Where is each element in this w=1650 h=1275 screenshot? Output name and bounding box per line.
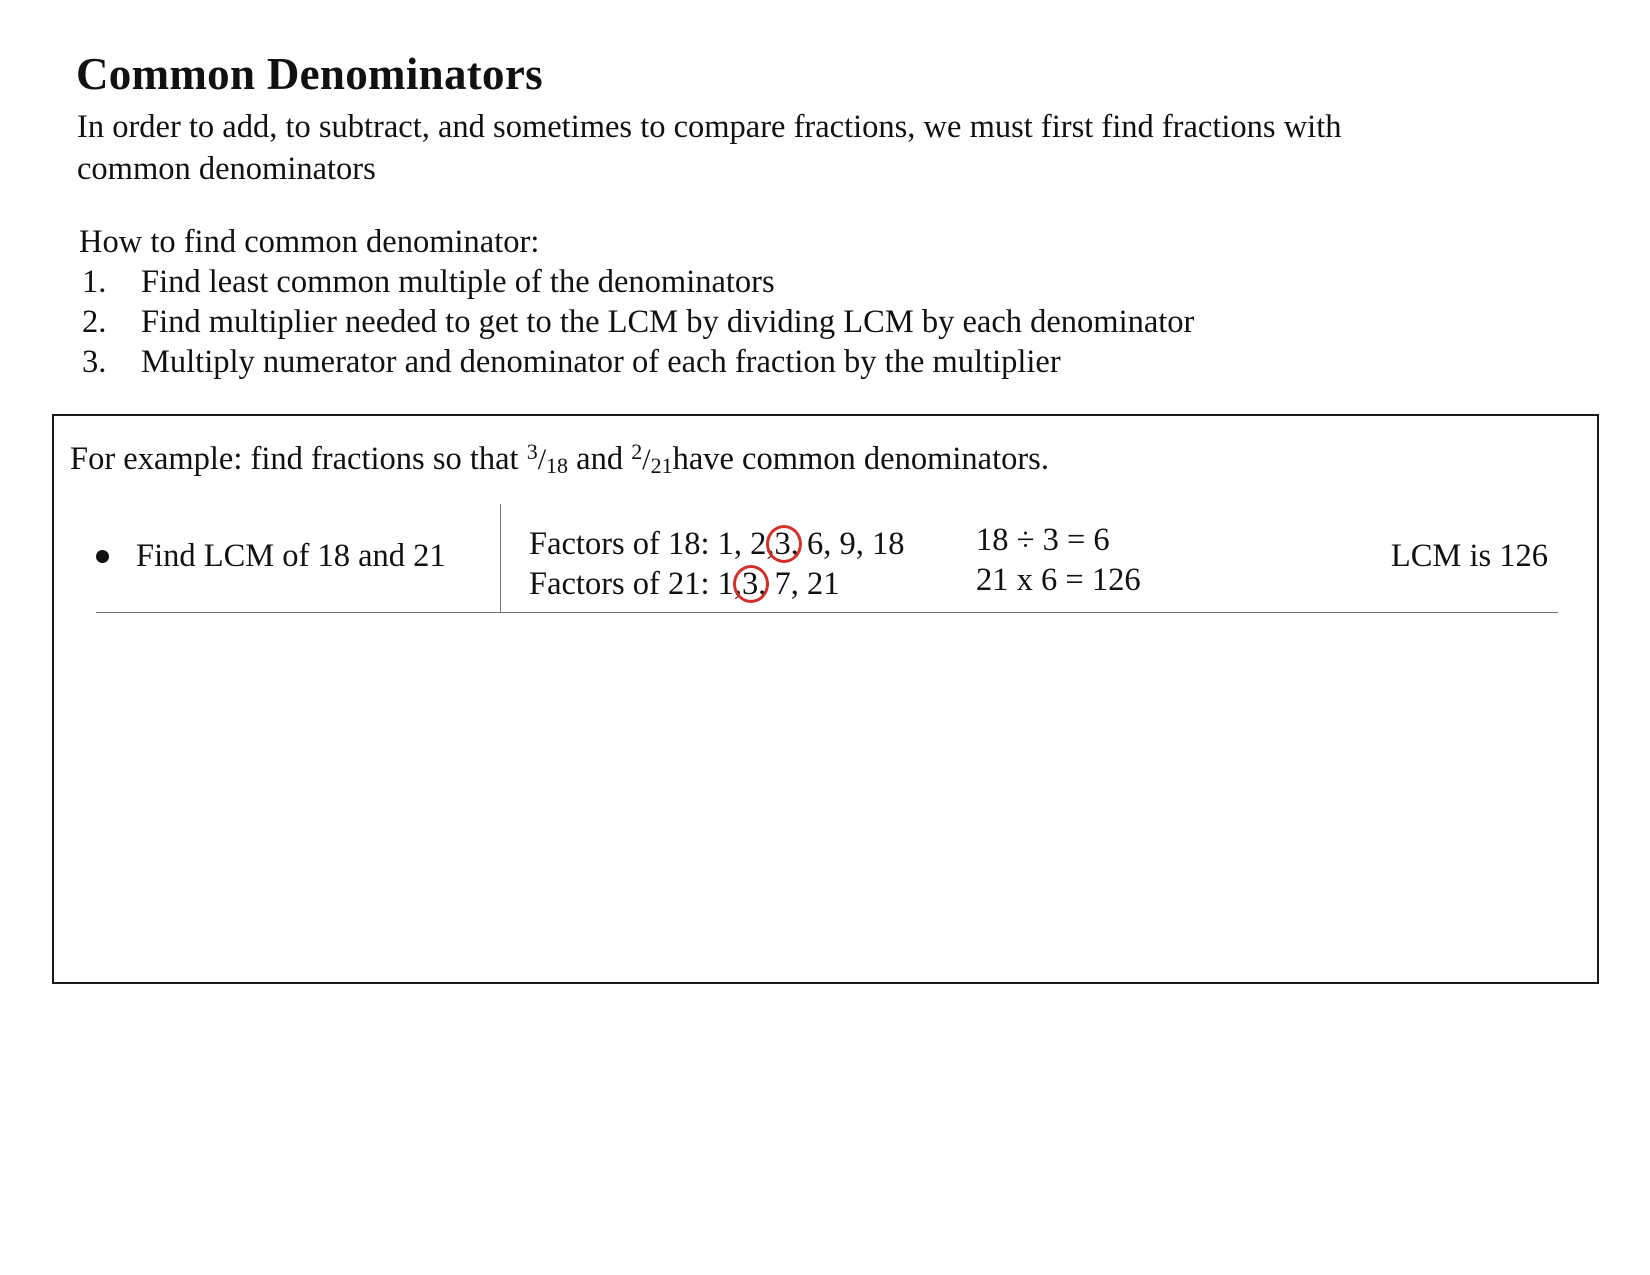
step-number: 2. (82, 304, 107, 340)
step-number: 3. (82, 344, 107, 380)
example-statement (70, 432, 1049, 486)
example-suffix: have common denominators. (672, 441, 1049, 477)
list-item (79, 342, 1194, 382)
factors-21-line (529, 564, 905, 604)
red-circle-icon (766, 525, 802, 563)
page-title: Common Denominators (76, 49, 543, 99)
circled-factor (775, 524, 799, 564)
lcm-row (96, 504, 1558, 613)
factors-18-line (529, 524, 905, 564)
fraction-3-18 (527, 432, 568, 486)
example-box (52, 414, 1599, 984)
lcm-result: LCM is 126 (1390, 538, 1548, 574)
circled-value: 3, (774, 526, 799, 562)
fraction-slash: / (537, 443, 547, 476)
step-text: Find least common multiple of the denominators (141, 264, 775, 300)
fraction-numerator: 2 (631, 439, 643, 464)
bullet-text: Find LCM of 18 and 21 (136, 538, 446, 574)
fraction-slash: / (642, 443, 651, 476)
factors-21-prefix: Factors of 21: 1, (529, 566, 743, 602)
fraction-numerator: 3 (526, 439, 538, 464)
step-text: Find multiplier needed to get to the LCM by dividing LCM by each denominator (141, 304, 1195, 340)
example-prefix: For example: find fractions so that (70, 441, 519, 477)
step-text: Multiply numerator and denominator of each fraction by the multiplier (141, 344, 1061, 380)
step-number: 1. (82, 264, 107, 300)
lcm-row-label-cell (96, 504, 501, 612)
bullet-item (96, 536, 446, 576)
example-conjunction: and (576, 441, 624, 477)
fraction-2-21 (631, 432, 672, 486)
steps-list (79, 262, 1194, 382)
red-circle-icon (733, 565, 769, 603)
howto-heading: How to find common denominator: (79, 224, 540, 260)
calculation-multiplication: 21 x 6 = 126 (976, 562, 1141, 598)
bullet-icon (96, 550, 109, 563)
factors-21-suffix: 7, 21 (774, 566, 840, 602)
fraction-denominator: 21 (650, 453, 673, 478)
factors-block (529, 524, 905, 604)
fraction-denominator: 18 (546, 453, 569, 478)
list-item (79, 302, 1194, 342)
list-item (79, 262, 1194, 302)
intro-paragraph: In order to add, to subtract, and sometimes to compare fractions, we must first find fractions with common denominators (77, 109, 1342, 187)
calculation-block (976, 520, 1141, 600)
factors-18-prefix: Factors of 18: 1, 2, (529, 526, 775, 562)
circled-value: 3, (742, 566, 767, 602)
factors-18-suffix: 6, 9, 18 (807, 526, 905, 562)
calculation-division: 18 ÷ 3 = 6 (976, 522, 1110, 558)
circled-factor (742, 564, 766, 604)
